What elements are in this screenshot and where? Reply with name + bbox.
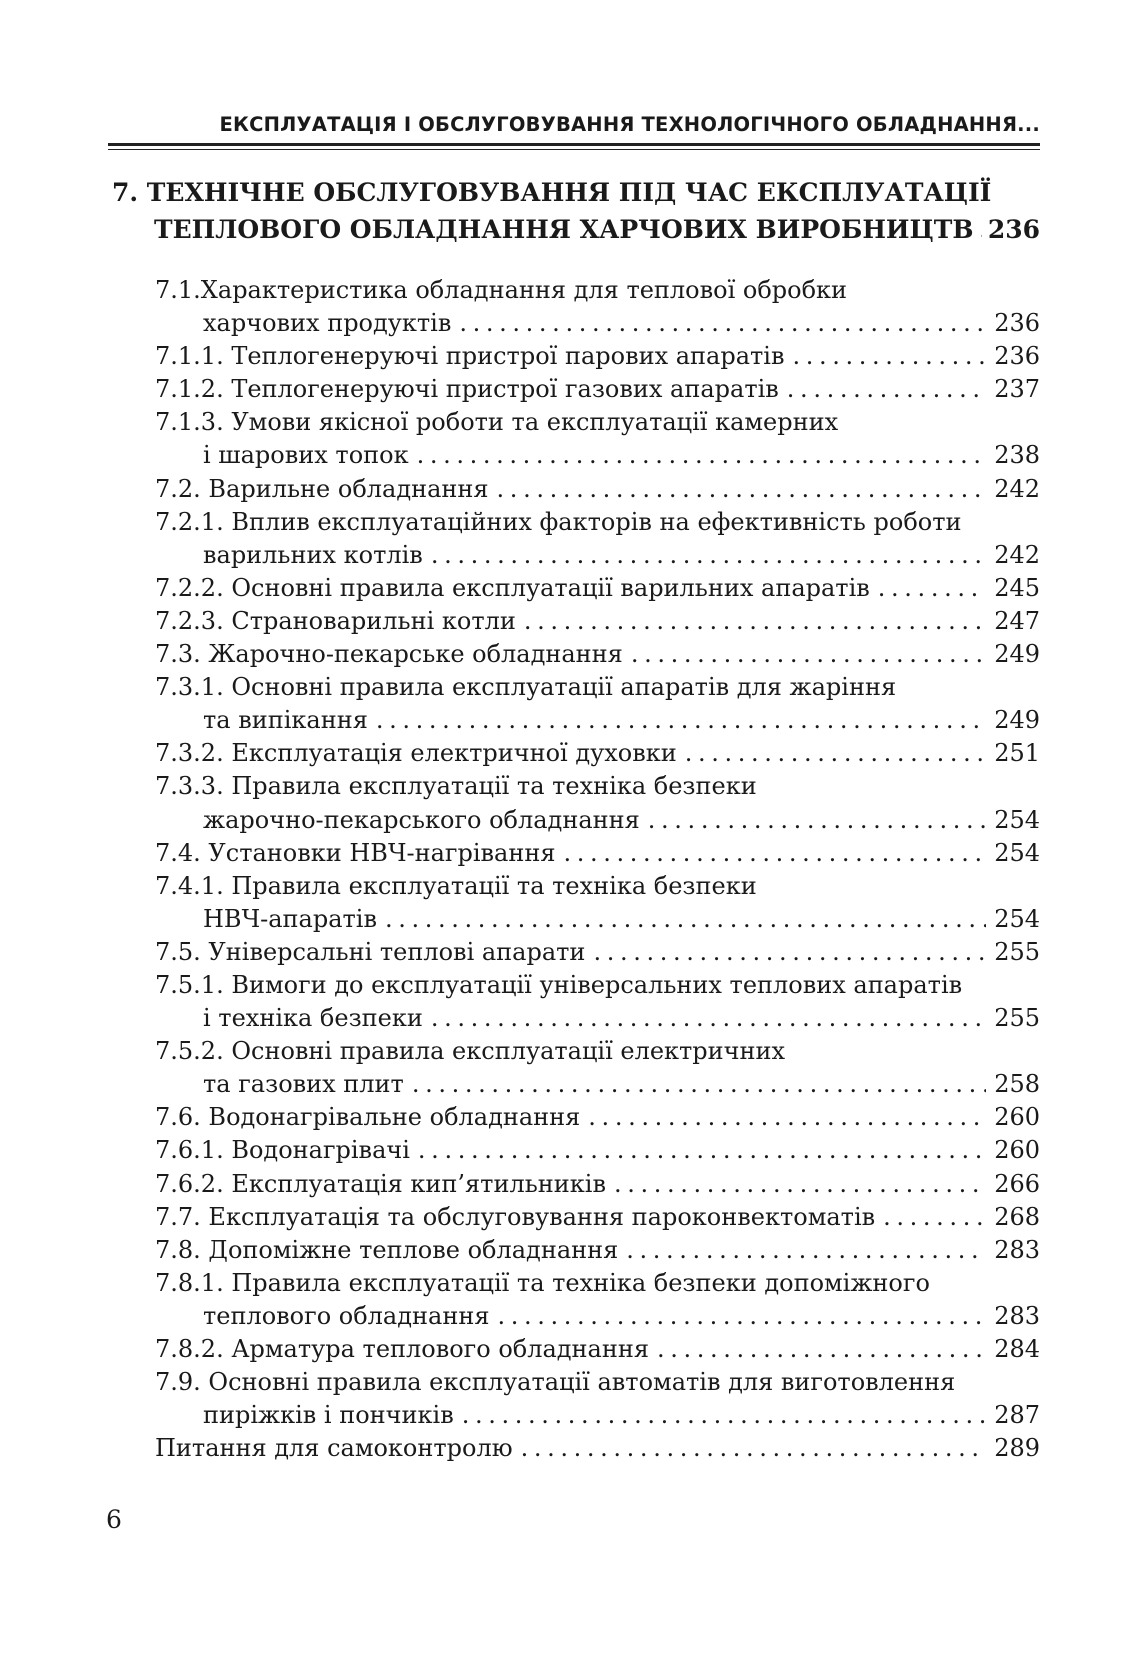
toc-entry-line (155, 1234, 1040, 1267)
toc-leader (497, 1300, 986, 1333)
toc-leader (614, 1168, 986, 1201)
toc-entry[interactable] (155, 1432, 1040, 1465)
toc-entry-title-cont: теплового обладнання (203, 1301, 490, 1330)
toc-entry-line (155, 1366, 1040, 1399)
toc-entry-title: 7.2.2. Основні правила експлуатації варильних апаратів (155, 573, 870, 602)
toc-entry[interactable] (155, 969, 1040, 1035)
toc-entry-title: 7.6.1. Водонагрівачі (155, 1136, 410, 1165)
toc-entry-title: 7.6. Водонагрівальне обладнання (155, 1103, 581, 1132)
toc-entry[interactable] (155, 1201, 1040, 1234)
toc-entry-title: Питання для самоконтролю (155, 1434, 513, 1463)
toc-entry-page: 287 (994, 1401, 1040, 1430)
toc-leader (497, 473, 987, 506)
toc-entry-page: 258 (994, 1070, 1040, 1099)
toc-entry[interactable] (155, 837, 1040, 870)
toc-entry-line (155, 506, 1040, 539)
toc-entry-line (155, 837, 1040, 870)
toc-leader (385, 903, 986, 936)
toc-entry-line (155, 439, 1040, 472)
toc-entry-page: 242 (994, 540, 1040, 569)
toc-entry-line (155, 1333, 1040, 1366)
toc-leader (685, 737, 986, 770)
toc-entry-line (155, 1168, 1040, 1201)
toc-entry[interactable] (155, 406, 1040, 472)
toc-entry-page: 245 (994, 573, 1040, 602)
toc-entry-page: 260 (994, 1136, 1040, 1165)
toc-entry-title: 7.4. Установки НВЧ-нагрівання (155, 838, 556, 867)
toc-entry-line (155, 307, 1040, 340)
toc-leader (792, 340, 986, 373)
toc-entry-page: 283 (994, 1301, 1040, 1330)
toc-entry-line (155, 1267, 1040, 1300)
toc-entry-title-cont: НВЧ-апаратів (203, 904, 377, 933)
toc-entry-title: 7.1.Характеристика обладнання для теплової обробки (155, 276, 848, 304)
toc-entry-title-cont: і шарових топок (203, 441, 409, 470)
toc-leader (412, 1068, 986, 1101)
toc-leader (417, 439, 987, 472)
toc-leader (563, 837, 986, 870)
toc-entry-page: 254 (994, 904, 1040, 933)
toc-entry-title: 7.5.2. Основні правила експлуатації електричних (155, 1037, 786, 1066)
toc-entry-title: 7.3.3. Правила експлуатації та техніка безпеки (155, 772, 757, 801)
toc-entry-line (155, 605, 1040, 638)
toc-leader (521, 1432, 987, 1465)
toc-entry-line (155, 539, 1040, 572)
toc-entry-title: 7.7. Експлуатація та обслуговування пароконвектоматів (155, 1202, 876, 1231)
toc-entry-title: 7.5. Універсальні теплові апарати (155, 937, 586, 966)
toc-entry-line (155, 572, 1040, 605)
chapter-title-line2 (112, 211, 1040, 248)
toc-entry[interactable] (155, 473, 1040, 506)
toc-entry[interactable] (155, 1366, 1040, 1432)
toc-entry-title: 7.8. Допоміжне теплове обладнання (155, 1235, 619, 1264)
toc-entry-line (155, 770, 1040, 803)
toc-entry-line (155, 274, 1040, 307)
toc-entry-line (155, 473, 1040, 506)
toc-entry-title: 7.2. Варильне обладнання (155, 474, 489, 503)
toc-entry[interactable] (155, 638, 1040, 671)
toc-entry-title-cont: і техніка безпеки (203, 1004, 423, 1033)
toc-entry-title: 7.8.2. Арматура теплового обладнання (155, 1335, 649, 1363)
toc-entry-line (155, 1002, 1040, 1035)
toc-leader (626, 1234, 986, 1267)
toc-entry-title: 7.1.2. Теплогенеруючі пристрої газових апаратів (155, 375, 779, 404)
toc-entry-page: 249 (994, 640, 1040, 669)
toc-entry-page: 251 (994, 739, 1040, 768)
toc-entry[interactable] (155, 1035, 1040, 1101)
toc-entry-page: 284 (994, 1335, 1040, 1363)
toc-entry-page: 289 (994, 1434, 1040, 1463)
toc-leader (657, 1333, 986, 1366)
chapter-title-line2-text: ТЕПЛОВОГО ОБЛАДНАННЯ ХАРЧОВИХ ВИРОБНИЦТВ (154, 215, 974, 244)
toc-entry-title: 7.3.1. Основні правила експлуатації апаратів для жаріння (155, 673, 897, 702)
header-rule-thin (108, 149, 1040, 150)
toc-entry-title: 7.3. Жарочно-пекарське обладнання (155, 640, 623, 669)
toc-entry[interactable] (155, 770, 1040, 836)
toc-leader (588, 1101, 986, 1134)
toc-entry-line (155, 671, 1040, 704)
toc-entry[interactable] (155, 870, 1040, 936)
toc-leader (883, 1201, 986, 1234)
toc-entry-page: 266 (994, 1169, 1040, 1198)
toc-entry[interactable] (155, 737, 1040, 770)
toc-entry-title-cont: жарочно-пекарського обладнання (203, 805, 640, 834)
chapter-page: 236 (987, 215, 1040, 244)
toc-entry-page: 236 (994, 309, 1040, 338)
toc-entry-title: 7.1.3. Умови якісної роботи та експлуатації камерних (155, 408, 839, 437)
toc-entry[interactable] (155, 1267, 1040, 1333)
toc-entry-title: 7.2.1. Вплив експлуатаційних факторів на ефективність роботи (155, 507, 962, 536)
toc-entry-title-cont: харчових продуктів (203, 309, 452, 338)
toc-entry-title: 7.3.2. Експлуатація електричної духовки (155, 739, 677, 768)
running-head: ЕКСПЛУАТАЦІЯ І ОБСЛУГОВУВАННЯ ТЕХНОЛОГІЧНОГО ОБЛАДНАННЯ... (219, 113, 1040, 136)
toc-entry-title: 7.2.3. Страноварильні котли (155, 606, 516, 635)
toc-entry-line (155, 870, 1040, 903)
toc-entry-title: 7.4.1. Правила експлуатації та техніка безпеки (155, 871, 757, 900)
toc-leader (648, 804, 986, 837)
table-of-contents (155, 274, 1040, 1465)
toc-entry-line (155, 1035, 1040, 1068)
toc-entry-page: 255 (994, 937, 1040, 966)
toc-leader (787, 373, 986, 406)
toc-entry-title-cont: та випікання (203, 706, 368, 735)
toc-leader (418, 1134, 986, 1167)
chapter-heading (112, 174, 1040, 248)
toc-entry-line (155, 704, 1040, 737)
toc-entry[interactable] (155, 1101, 1040, 1134)
toc-entry-page: 254 (994, 805, 1040, 834)
page-number: 6 (106, 1505, 122, 1534)
toc-entry-line (155, 1300, 1040, 1333)
toc-leader (462, 1399, 986, 1432)
toc-entry[interactable] (155, 1333, 1040, 1366)
toc-entry[interactable] (155, 1168, 1040, 1201)
toc-entry-line (155, 737, 1040, 770)
toc-entry[interactable] (155, 340, 1040, 373)
toc-entry-line (155, 804, 1040, 837)
toc-entry-page: 268 (994, 1202, 1040, 1231)
toc-entry-page: 247 (994, 606, 1040, 635)
toc-entry-page: 238 (994, 441, 1040, 470)
toc-entry[interactable] (155, 936, 1040, 969)
toc-leader (631, 638, 986, 671)
toc-entry-page: 260 (994, 1103, 1040, 1132)
toc-entry-line (155, 1101, 1040, 1134)
toc-entry-line (155, 969, 1040, 1002)
toc-entry-title: 7.1.1. Теплогенеруючі пристрої парових апаратів (155, 342, 785, 371)
toc-entry-title-cont: та газових плит (203, 1070, 404, 1099)
toc-entry[interactable] (155, 373, 1040, 406)
toc-entry[interactable] (155, 506, 1040, 572)
chapter-title-line1: 7. ТЕХНІЧНЕ ОБСЛУГОВУВАННЯ ПІД ЧАС ЕКСПЛУАТАЦІЇ (112, 178, 992, 207)
toc-entry-title: 7.6.2. Експлуатація кип’ятильників (155, 1169, 606, 1198)
toc-entry-title: 7.8.1. Правила експлуатації та техніка безпеки допоміжного (155, 1268, 930, 1297)
toc-entry-line (155, 1201, 1040, 1234)
toc-entry-page: 255 (994, 1004, 1040, 1033)
toc-leader (593, 936, 986, 969)
toc-leader (878, 572, 986, 605)
toc-entry[interactable] (155, 605, 1040, 638)
toc-entry-line (155, 1134, 1040, 1167)
toc-entry-page: 283 (994, 1235, 1040, 1264)
toc-entry-page: 242 (994, 474, 1040, 503)
toc-leader (376, 704, 986, 737)
toc-entry[interactable] (155, 1234, 1040, 1267)
toc-leader (431, 539, 986, 572)
toc-entry[interactable] (155, 274, 1040, 340)
toc-entry-line (155, 1068, 1040, 1101)
toc-entry-line (155, 1432, 1040, 1465)
header-rule-thick (108, 143, 1040, 146)
toc-leader (431, 1002, 986, 1035)
toc-entry-line (155, 340, 1040, 373)
toc-entry-page: 254 (994, 838, 1040, 867)
toc-leader (524, 605, 986, 638)
chapter-leader (979, 211, 981, 248)
toc-entry-title-cont: варильних котлів (203, 540, 423, 569)
toc-entry-line (155, 1399, 1040, 1432)
toc-entry[interactable] (155, 572, 1040, 605)
toc-entry-page: 236 (994, 342, 1040, 371)
toc-leader (459, 307, 986, 340)
toc-entry-title-cont: пиріжків і пончиків (203, 1401, 454, 1430)
toc-entry-line (155, 406, 1040, 439)
toc-entry[interactable] (155, 1134, 1040, 1167)
toc-entry-title: 7.5.1. Вимоги до експлуатації універсальних теплових апаратів (155, 970, 963, 999)
toc-entry-page: 249 (994, 706, 1040, 735)
toc-entry[interactable] (155, 671, 1040, 737)
toc-entry-page: 237 (994, 375, 1040, 404)
toc-entry-line (155, 936, 1040, 969)
toc-entry-line (155, 903, 1040, 936)
toc-entry-line (155, 373, 1040, 406)
toc-entry-line (155, 638, 1040, 671)
toc-entry-title: 7.9. Основні правила експлуатації автоматів для виготовлення (155, 1368, 956, 1397)
